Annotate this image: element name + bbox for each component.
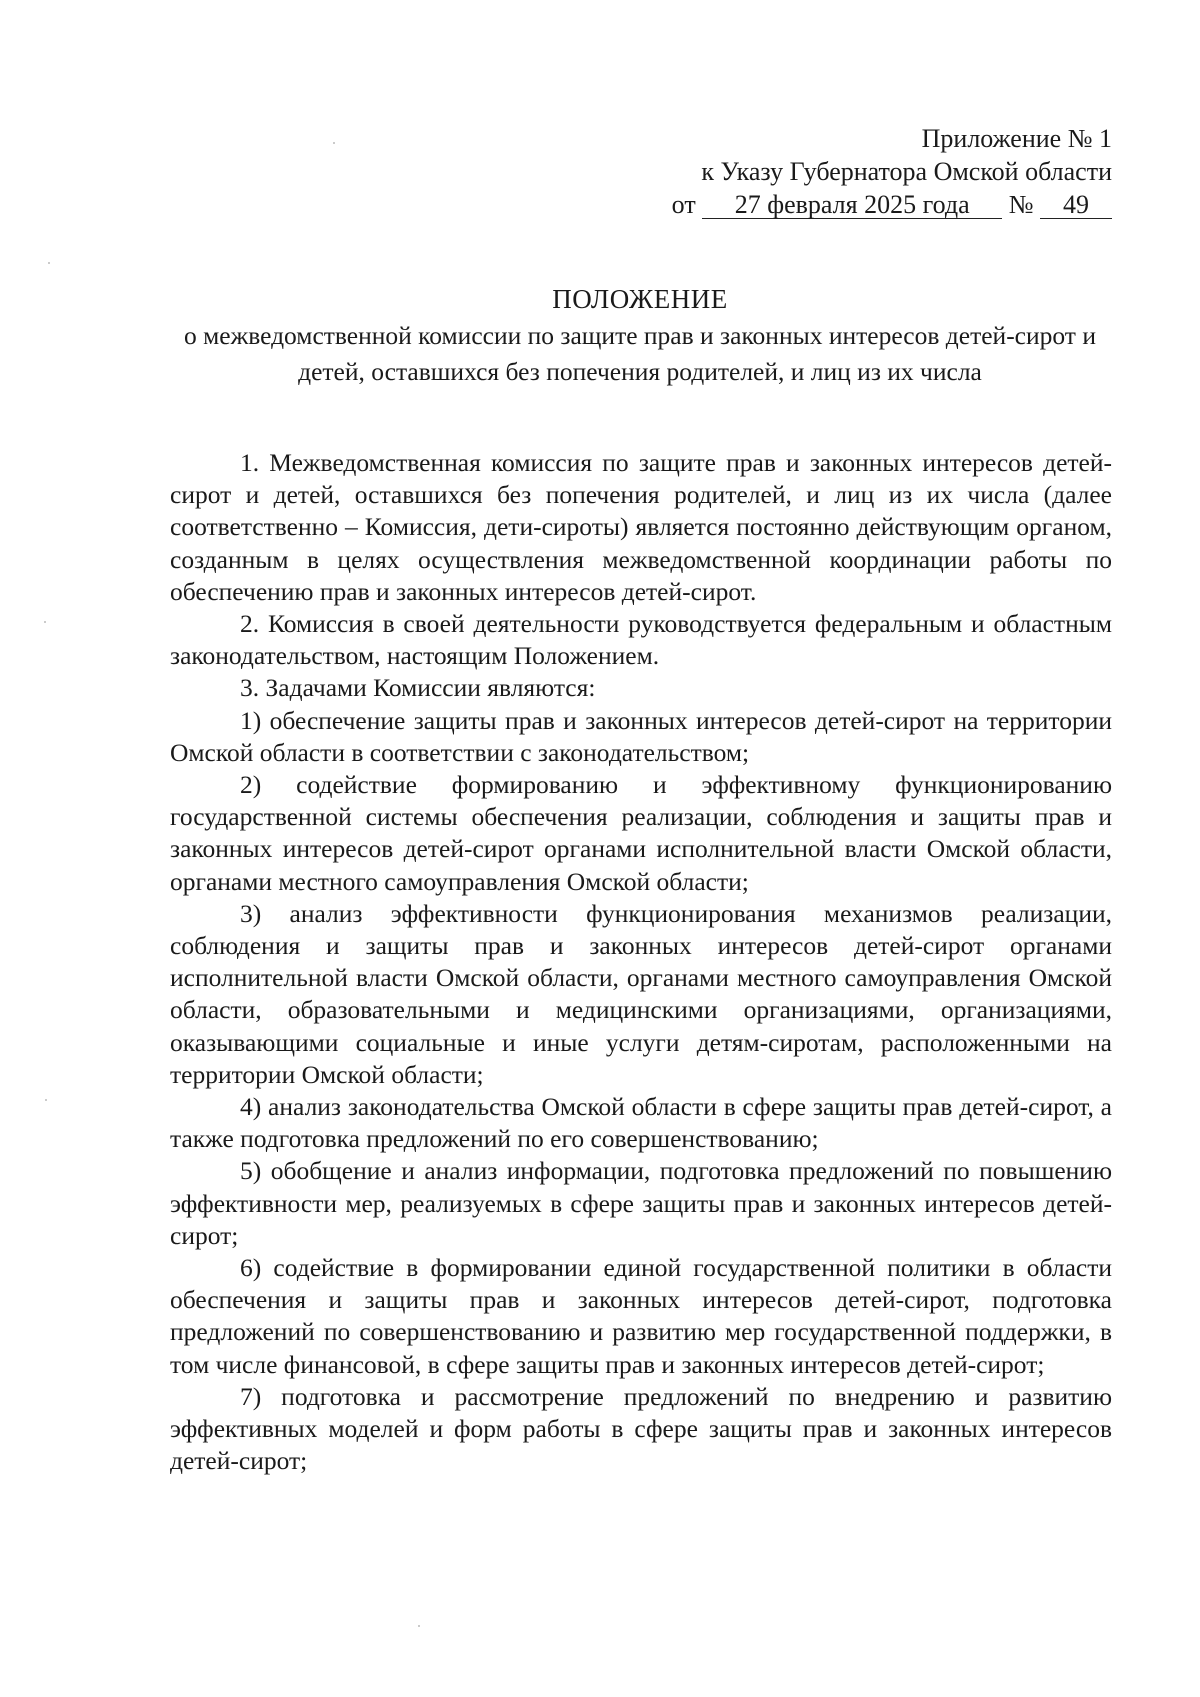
date-value: 27 февраля 2025 года — [702, 192, 1002, 219]
list-item-3: 3) анализ эффективности функционирования механизмов реализации, соблюдения и защиты прав и законных интересов детей-сирот органами исполнительной власти Омской области, органами местного самоуправления Омской области, образовательными и медицинскими организациями, организациями, оказывающими социальные и иные услуги детям-сиротам, расположенными на территории Омской области; — [170, 898, 1112, 1089]
paragraph-3: 3. Задачами Комиссии являются: — [240, 673, 596, 703]
document-title: ПОЛОЖЕНИЕ — [552, 284, 728, 314]
appendix-header — [672, 122, 1112, 221]
date-prefix: от — [671, 190, 696, 219]
scan-speck — [48, 262, 50, 264]
appendix-line-1: Приложение № 1 — [921, 124, 1112, 153]
list-item-1: 1) обеспечение защиты прав и законных интересов детей-сирот на территории Омской области в соответствии с законодательством; — [170, 705, 1112, 767]
document-subtitle: о межведомственной комиссии по защите прав и законных интересов детей-сирот и детей, оставшихся без попечения родителей, и лиц из их числа — [184, 321, 1096, 386]
list-item-7: 7) подготовка и рассмотрение предложений по внедрению и развитию эффективных моделей и форм работы в сфере защиты прав и законных интересов детей-сирот; — [170, 1381, 1112, 1476]
title-block — [170, 282, 1110, 390]
scan-speck — [418, 1625, 420, 1627]
scan-speck — [333, 142, 335, 144]
paragraph-1: 1. Межведомственная комиссия по защите прав и законных интересов детей-сирот и детей, оставшихся без попечения родителей, и лиц из их числа (далее соответственно – Комиссия, дети-сироты) является постоянно действующим органом, созданным в целях осуществления межведомственной координации работы по обеспечению прав и законных интересов детей-сирот. — [170, 448, 1112, 606]
scan-speck — [44, 621, 46, 623]
paragraph-2: 2. Комиссия в своей деятельности руководствуется федеральным и областным законодательством, настоящим Положением. — [170, 609, 1112, 671]
number-label: № — [1008, 190, 1034, 219]
appendix-date-line — [672, 188, 1112, 221]
list-item-2: 2) содействие формированию и эффективному функционированию государственной системы обеспечения реализации, соблюдения и защиты прав и законных интересов детей-сирот органами исполнительной власти Омской области, органами местного самоуправления Омской области; — [170, 770, 1112, 896]
scan-speck — [45, 1099, 47, 1101]
document-body — [170, 447, 1112, 1478]
appendix-line-2: к Указу Губернатора Омской области — [701, 157, 1112, 186]
list-item-4: 4) анализ законодательства Омской области в сфере защиты прав детей-сирот, а также подготовка предложений по его совершенствованию; — [170, 1092, 1112, 1154]
number-value: 49 — [1040, 192, 1112, 219]
list-item-5: 5) обобщение и анализ информации, подготовка предложений по повышению эффективности мер, реализуемых в сфере защиты прав и законных интересов детей-сирот; — [170, 1156, 1112, 1250]
list-item-6: 6) содействие в формировании единой государственной политики в области обеспечения и защиты прав и законных интересов детей-сирот, подготовка предложений по совершенствованию и развитию мер государственной поддержки, в том числе финансовой, в сфере защиты прав и законных интересов детей-сирот; — [170, 1253, 1112, 1379]
